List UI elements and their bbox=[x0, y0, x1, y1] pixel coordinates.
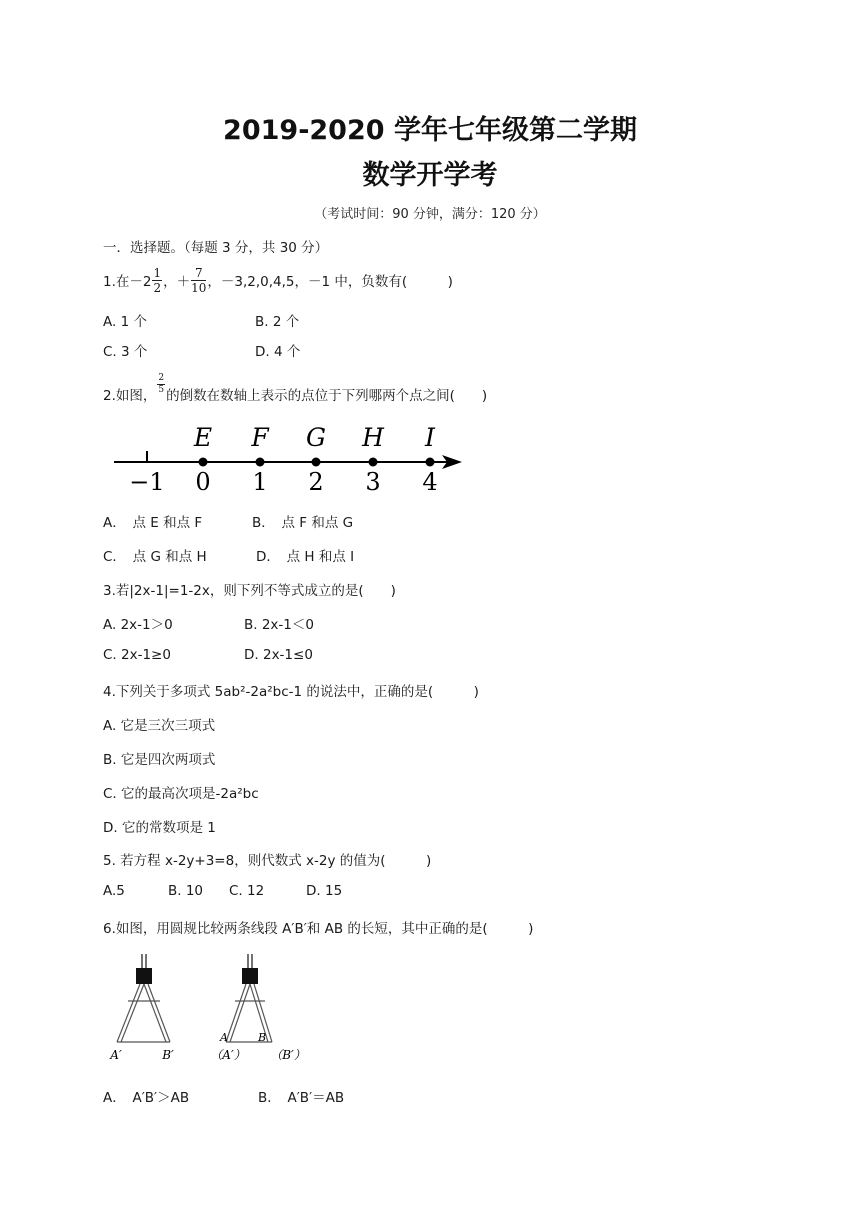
q1-mixed-denominator: 2 bbox=[153, 280, 162, 295]
question-4-stem: 4.下列关于多项式 5ab²-2a²bc-1 的说法中，正确的是( ) bbox=[103, 684, 479, 700]
q1-option-c: C. 3 个 bbox=[103, 344, 148, 360]
q2-prefix: 2.如图， bbox=[103, 388, 157, 404]
q1-suffix: ，－3,2,0,4,5，－1 中，负数有( ) bbox=[207, 274, 453, 290]
q1-fraction bbox=[191, 267, 206, 294]
exam-note: （考试时间：90 分钟，满分：120 分） bbox=[314, 207, 546, 222]
q1-numerator: 7 bbox=[191, 267, 206, 281]
tick-label-zero: 0 bbox=[195, 468, 211, 496]
tick-label-one: 1 bbox=[252, 468, 268, 496]
q4-option-c: C. 它的最高次项是-2a²bc bbox=[103, 786, 259, 802]
tick-label-two: 2 bbox=[308, 468, 324, 496]
point-label-i: I bbox=[425, 423, 435, 452]
point-label-e: E bbox=[193, 423, 213, 452]
point-g-dot bbox=[312, 458, 321, 467]
right-compass-icon bbox=[226, 954, 272, 1042]
q1-separator: ，＋ bbox=[163, 274, 191, 290]
q1-option-a: A. 1 个 bbox=[103, 314, 147, 330]
number-line-figure bbox=[110, 418, 480, 498]
page-title: 2019-2020 学年七年级第二学期 bbox=[223, 115, 637, 146]
q2-option-a: A． 点 E 和点 F bbox=[103, 515, 203, 531]
right-label-a-prime: （A′） bbox=[210, 1048, 246, 1062]
q6-option-b: B． A′B′＝AB bbox=[258, 1090, 345, 1106]
point-i-dot bbox=[426, 458, 435, 467]
right-label-b: B bbox=[257, 1031, 267, 1044]
question-6-stem: 6.如图，用圆规比较两条线段 A′B′和 AB 的长短，其中正确的是( ) bbox=[103, 921, 534, 937]
q2-fraction bbox=[157, 374, 165, 395]
q1-option-b: B. 2 个 bbox=[255, 314, 300, 330]
q2-option-d: D． 点 H 和点 I bbox=[256, 549, 355, 565]
q3-option-d: D. 2x-1≤0 bbox=[244, 647, 313, 663]
point-h-dot bbox=[369, 458, 378, 467]
point-label-f: F bbox=[251, 423, 269, 452]
right-label-b-prime: （B′） bbox=[270, 1048, 306, 1062]
q5-option-a: A.5 bbox=[103, 883, 125, 899]
point-f-dot bbox=[256, 458, 265, 467]
q6-option-a: A． A′B′＞AB bbox=[103, 1090, 190, 1106]
point-label-h: H bbox=[362, 423, 384, 452]
left-label-a-prime: A′ bbox=[110, 1048, 122, 1062]
left-compass-icon bbox=[117, 954, 170, 1042]
q2-option-c: C． 点 G 和点 H bbox=[103, 549, 207, 565]
question-1-stem bbox=[103, 262, 453, 298]
q4-option-a: A. 它是三次三项式 bbox=[103, 718, 216, 734]
question-2-stem bbox=[103, 372, 487, 416]
left-label-b-prime: B′ bbox=[162, 1048, 174, 1062]
tick-label-three: 3 bbox=[365, 468, 381, 496]
q5-option-d: D. 15 bbox=[306, 883, 343, 899]
q1-mixed-numerator: 1 bbox=[153, 265, 162, 280]
q2-denominator: 5 bbox=[158, 384, 165, 395]
q3-option-b: B. 2x-1＜0 bbox=[244, 617, 314, 633]
q5-option-b: B. 10 bbox=[168, 883, 204, 899]
q2-option-b: B． 点 F 和点 G bbox=[252, 515, 354, 531]
q4-option-d: D. 它的常数项是 1 bbox=[103, 820, 216, 836]
q1-mixed-fraction bbox=[152, 267, 162, 294]
compass-figure bbox=[100, 950, 310, 1065]
question-3-stem: 3.若|2x-1|=1-2x，则下列不等式成立的是( ) bbox=[103, 583, 396, 599]
q2-numerator: 2 bbox=[158, 372, 165, 383]
q3-option-c: C. 2x-1≥0 bbox=[103, 647, 171, 663]
q2-suffix: 的倒数在数轴上表示的点位于下列哪两个点之间( ) bbox=[166, 388, 488, 404]
q5-option-c: C. 12 bbox=[229, 883, 265, 899]
point-label-g: G bbox=[306, 423, 326, 452]
tick-label-minus-one: −1 bbox=[129, 468, 165, 496]
page-subtitle: 数学开学考 bbox=[362, 160, 498, 191]
tick-label-four: 4 bbox=[422, 468, 438, 496]
q1-prefix: 1.在－2 bbox=[103, 274, 152, 290]
q3-option-a: A. 2x-1＞0 bbox=[103, 617, 173, 633]
q4-option-b: B. 它是四次两项式 bbox=[103, 752, 216, 768]
right-label-a: A bbox=[220, 1031, 228, 1044]
question-5-stem: 5. 若方程 x-2y+3=8，则代数式 x-2y 的值为( ) bbox=[103, 853, 432, 869]
q1-option-d: D. 4 个 bbox=[255, 344, 301, 360]
section-heading: 一．选择题。（每题 3 分，共 30 分） bbox=[103, 240, 329, 256]
q1-denominator: 10 bbox=[191, 280, 207, 295]
point-e-dot bbox=[199, 458, 208, 467]
